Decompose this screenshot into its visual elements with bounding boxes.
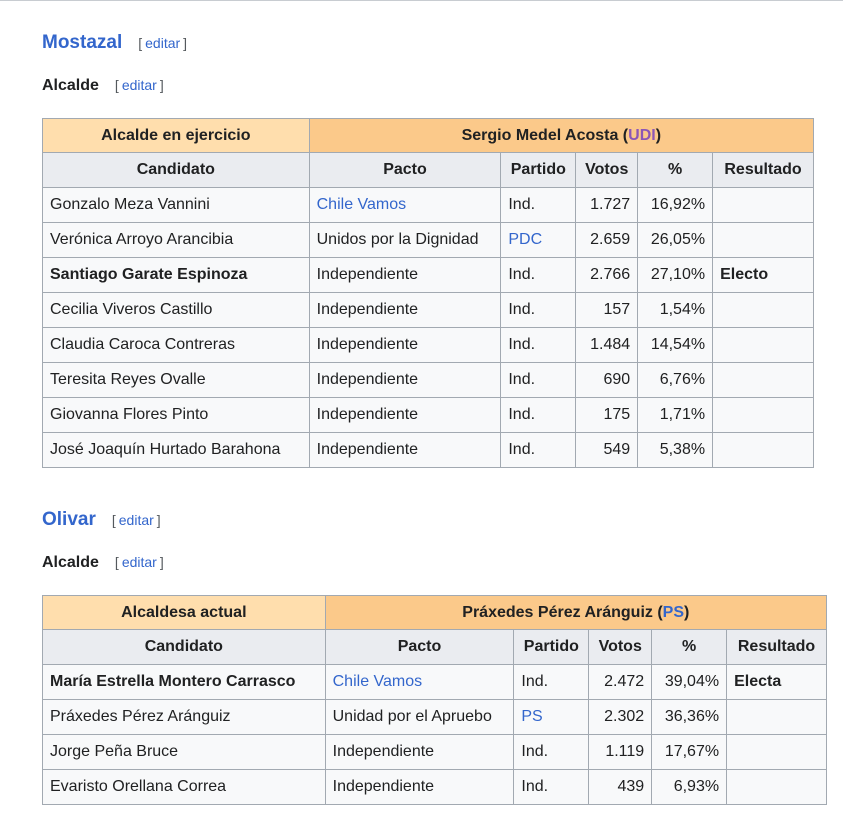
table-row xyxy=(43,700,827,735)
subsection-title: Alcalde xyxy=(42,77,99,94)
votes-cell: 2.766 xyxy=(576,258,638,293)
results-table-mostazal xyxy=(42,118,814,468)
votes-cell: 1.484 xyxy=(576,328,638,363)
section-heading-mostazal xyxy=(42,32,187,54)
result-cell xyxy=(713,328,814,363)
incumbent-label: Alcalde en ejercicio xyxy=(43,119,310,153)
pact-link[interactable]: Chile Vamos xyxy=(332,673,423,690)
percent-cell: 5,38% xyxy=(638,433,713,468)
votes-cell: 1.727 xyxy=(576,188,638,223)
edit-link[interactable]: editar xyxy=(145,35,181,51)
votes-cell: 2.472 xyxy=(589,665,652,700)
party-cell: Ind. xyxy=(501,398,576,433)
result-cell xyxy=(713,293,814,328)
result-cell xyxy=(713,398,814,433)
party-link[interactable]: PS xyxy=(521,708,543,725)
column-header-percent: % xyxy=(638,153,713,188)
column-header-party: Partido xyxy=(514,630,589,665)
table-row xyxy=(43,258,814,293)
votes-cell: 175 xyxy=(576,398,638,433)
party-cell: Ind. xyxy=(514,735,589,770)
incumbent-holder: Sergio Medel Acosta (UDI) xyxy=(309,119,813,153)
incumbent-label: Alcaldesa actual xyxy=(43,596,326,630)
candidate-name: Claudia Caroca Contreras xyxy=(43,328,310,363)
pact-cell: Unidad por el Apruebo xyxy=(325,700,514,735)
column-header-result: Resultado xyxy=(727,630,827,665)
candidate-name: Jorge Peña Bruce xyxy=(43,735,326,770)
edit-link[interactable]: editar xyxy=(121,554,157,570)
party-cell: Ind. xyxy=(501,363,576,398)
edit-section-link: [ editar ] xyxy=(138,35,188,51)
column-header-votes: Votos xyxy=(589,630,652,665)
candidate-name: María Estrella Montero Carrasco xyxy=(43,665,326,700)
incumbent-row xyxy=(43,119,814,153)
party-cell: Ind. xyxy=(501,328,576,363)
table-row xyxy=(43,328,814,363)
result-cell: Electo xyxy=(713,258,814,293)
edit-section-link: [ editar ] xyxy=(111,512,161,528)
percent-cell: 16,92% xyxy=(638,188,713,223)
incumbent-name: Sergio Medel Acosta xyxy=(461,126,619,144)
pact-link[interactable]: Chile Vamos xyxy=(316,196,407,213)
party-cell: Ind. xyxy=(501,188,576,223)
votes-cell: 2.659 xyxy=(576,223,638,258)
subsection-heading-alcalde xyxy=(42,554,164,572)
party-cell: Ind. xyxy=(501,293,576,328)
candidate-name: Gonzalo Meza Vannini xyxy=(43,188,310,223)
incumbent-name: Práxedes Pérez Aránguiz xyxy=(462,603,653,621)
pact-cell: Independiente xyxy=(309,293,501,328)
percent-cell: 27,10% xyxy=(638,258,713,293)
column-header-percent: % xyxy=(652,630,727,665)
column-header-votes: Votos xyxy=(576,153,638,188)
table-row xyxy=(43,363,814,398)
pact-cell: Independiente xyxy=(309,328,501,363)
column-header-result: Resultado xyxy=(713,153,814,188)
table-row xyxy=(43,735,827,770)
header-row xyxy=(43,153,814,188)
subsection-title: Alcalde xyxy=(42,554,99,571)
header-row xyxy=(43,630,827,665)
result-cell xyxy=(713,433,814,468)
pact-cell: Independiente xyxy=(325,770,514,805)
pact-cell: Independiente xyxy=(325,735,514,770)
pact-cell xyxy=(325,665,514,700)
result-cell xyxy=(713,223,814,258)
table-row xyxy=(43,398,814,433)
table-row xyxy=(43,433,814,468)
edit-subsection-link: [ editar ] xyxy=(114,77,164,93)
candidate-name: Práxedes Pérez Aránguiz xyxy=(43,700,326,735)
votes-cell: 1.119 xyxy=(589,735,652,770)
result-cell xyxy=(727,700,827,735)
percent-cell: 1,71% xyxy=(638,398,713,433)
pact-cell: Independiente xyxy=(309,363,501,398)
section-title: Mostazal xyxy=(42,32,123,53)
percent-cell: 6,76% xyxy=(638,363,713,398)
pact-cell xyxy=(309,188,501,223)
result-cell xyxy=(727,735,827,770)
votes-cell: 2.302 xyxy=(589,700,652,735)
candidate-name: Verónica Arroyo Arancibia xyxy=(43,223,310,258)
candidate-name: Giovanna Flores Pinto xyxy=(43,398,310,433)
party-cell: Ind. xyxy=(501,433,576,468)
percent-cell: 36,36% xyxy=(652,700,727,735)
results-table-olivar xyxy=(42,595,827,805)
table-row xyxy=(43,223,814,258)
votes-cell: 439 xyxy=(589,770,652,805)
column-header-candidate: Candidato xyxy=(43,630,326,665)
edit-subsection-link: [ editar ] xyxy=(114,554,164,570)
result-cell xyxy=(727,770,827,805)
pact-cell: Independiente xyxy=(309,258,501,293)
incumbent-party-link[interactable]: PS xyxy=(662,603,685,621)
table-row xyxy=(43,188,814,223)
table-row xyxy=(43,293,814,328)
percent-cell: 26,05% xyxy=(638,223,713,258)
party-cell xyxy=(514,700,589,735)
column-header-candidate: Candidato xyxy=(43,153,310,188)
pact-cell: Independiente xyxy=(309,398,501,433)
column-header-party: Partido xyxy=(501,153,576,188)
percent-cell: 17,67% xyxy=(652,735,727,770)
column-header-pact: Pacto xyxy=(325,630,514,665)
result-cell xyxy=(713,363,814,398)
percent-cell: 39,04% xyxy=(652,665,727,700)
candidate-name: José Joaquín Hurtado Barahona xyxy=(43,433,310,468)
percent-cell: 1,54% xyxy=(638,293,713,328)
edit-link[interactable]: editar xyxy=(121,77,157,93)
votes-cell: 157 xyxy=(576,293,638,328)
party-cell: Ind. xyxy=(514,665,589,700)
result-cell xyxy=(713,188,814,223)
party-cell: Ind. xyxy=(501,258,576,293)
pact-cell: Unidos por la Dignidad xyxy=(309,223,501,258)
table-row xyxy=(43,770,827,805)
candidate-name: Evaristo Orellana Correa xyxy=(43,770,326,805)
party-cell xyxy=(501,223,576,258)
column-header-pact: Pacto xyxy=(309,153,501,188)
incumbent-row xyxy=(43,596,827,630)
top-divider xyxy=(0,0,843,1)
percent-cell: 14,54% xyxy=(638,328,713,363)
party-cell: Ind. xyxy=(514,770,589,805)
party-link[interactable]: PDC xyxy=(508,231,543,248)
section-title: Olivar xyxy=(42,509,96,530)
votes-cell: 690 xyxy=(576,363,638,398)
candidate-name: Santiago Garate Espinoza xyxy=(43,258,310,293)
subsection-heading-alcalde xyxy=(42,77,164,95)
table-row xyxy=(43,665,827,700)
candidate-name: Teresita Reyes Ovalle xyxy=(43,363,310,398)
edit-link[interactable]: editar xyxy=(118,512,154,528)
incumbent-holder: Práxedes Pérez Aránguiz (PS) xyxy=(325,596,826,630)
pact-cell: Independiente xyxy=(309,433,501,468)
section-heading-olivar xyxy=(42,509,161,531)
percent-cell: 6,93% xyxy=(652,770,727,805)
votes-cell: 549 xyxy=(576,433,638,468)
candidate-name: Cecilia Viveros Castillo xyxy=(43,293,310,328)
incumbent-party-link[interactable]: UDI xyxy=(628,126,656,144)
result-cell: Electa xyxy=(727,665,827,700)
